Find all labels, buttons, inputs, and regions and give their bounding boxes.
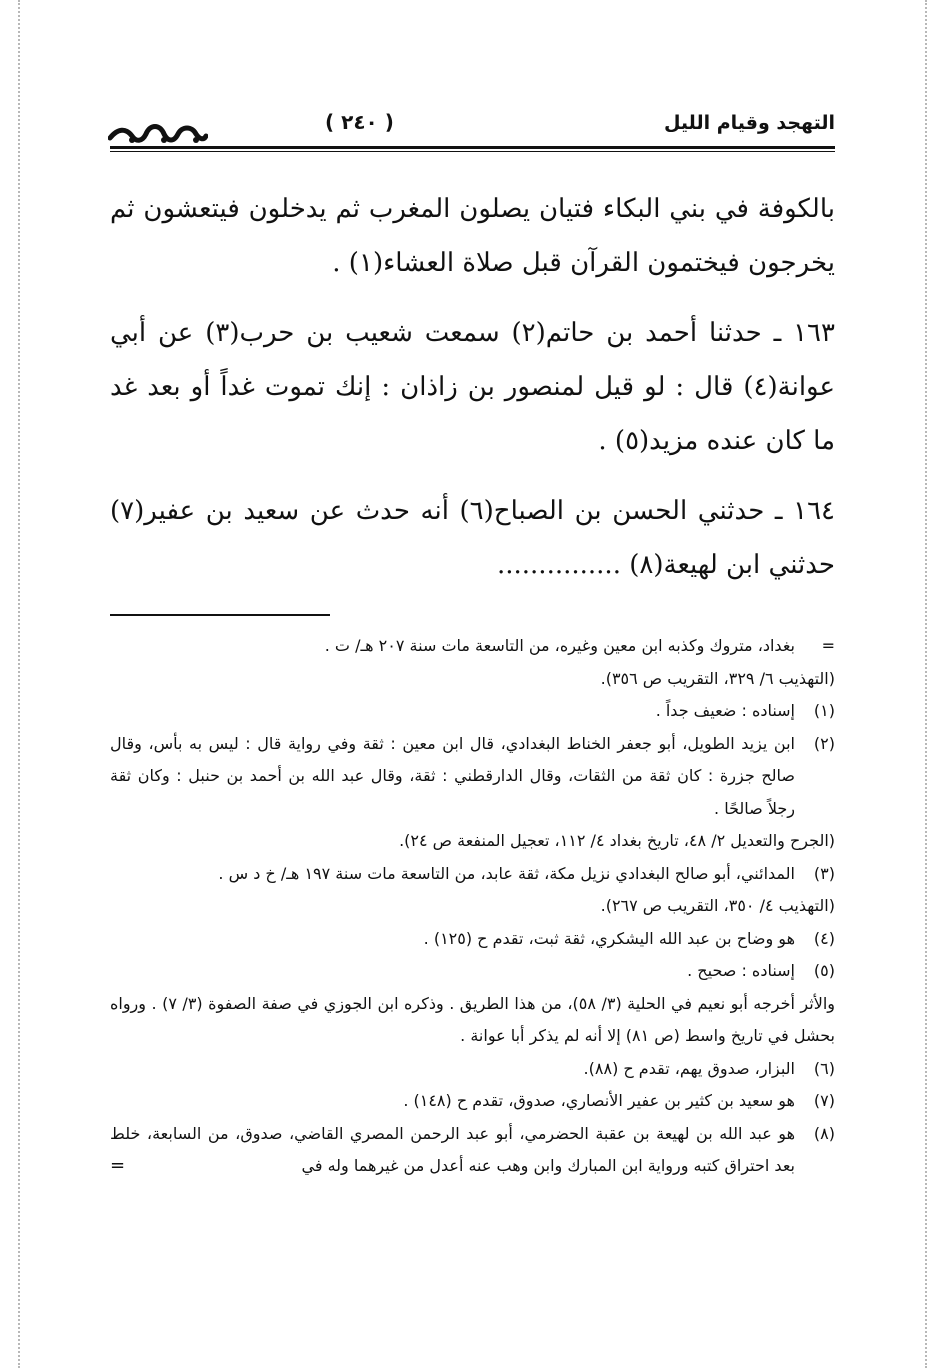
footnote-text: إسناده : صحيح . xyxy=(687,961,795,980)
scan-dotted-line-right xyxy=(925,0,927,1368)
footnote-5-extension: والأثر أخرجه أبو نعيم في الحلية (٣/ ٥٨)، من هذا الطريق . وذكره ابن الجوزي في صفة الصفوة (٣/ ٧) . ورواه بحشل في تاريخ واسط (ص ٨١) إلا أنه لم يذكر أبا عوانة . xyxy=(110,993,835,1045)
footnote-number: (٧) xyxy=(813,1091,835,1110)
footnote-8 xyxy=(110,1118,835,1183)
footnote-number: (٥) xyxy=(813,961,835,980)
footnote-text: هو عبد الله بن لهيعة بن عقبة الحضرمي، أبو عبد الرحمن المصري القاضي، صدوق، من السابعة، خلط بعد احتراق كتبه ورواية ابن المبارك وابن وهب عنه أعدل من غيرهما وله في xyxy=(110,1123,795,1175)
footnote-1 xyxy=(110,695,835,728)
footnote-number: (٦) xyxy=(813,1058,835,1078)
main-text xyxy=(110,182,835,592)
footnote-number: (١) xyxy=(813,701,835,720)
footnote-3-reference: (التهذيب ٤/ ٣٥٠، التقريب ص ٢٦٧). xyxy=(600,896,835,915)
continuation-marker: = xyxy=(110,1155,126,1176)
footnote-text: المدائني، أبو صالح البغدادي نزيل مكة، ثقة عابد، من التاسعة مات سنة ١٩٧ هـ/ خ د س . xyxy=(218,863,795,883)
footnote-text: ابن يزيد الطويل، أبو جعفر الخناط البغدادي، قال ابن معين : ثقة وفي رواية قال : ليس به بأس، وقال صالح جزرة : كان ثقة من الثقات، وقال الدارقطني : ثقة، وقال عبد الله بن أحمد بن حنبل : وكان ثقة رجلاً صالحًا . xyxy=(110,733,795,818)
footnote-number: (٢) xyxy=(813,733,835,753)
carryover-marker: = xyxy=(821,636,835,655)
footnote-text: هو وضاح بن عبد الله اليشكري، ثقة ثبت، تقدم ح (١٢٥) . xyxy=(423,928,795,948)
footnote-separator xyxy=(110,614,330,616)
footnote-text: البزار، صدوق يهم، تقدم ح (٨٨). xyxy=(583,1058,795,1078)
scan-dotted-line-left xyxy=(18,0,20,1368)
paragraph-continuation: بالكوفة في بني البكاء فتيان يصلون المغرب ثم يدخلون فيتعشون ثم يخرجون فيختمون القرآن قبل صلاة العشاء(١) . xyxy=(110,194,835,278)
footnote-2 xyxy=(110,728,835,826)
footnote-8-body xyxy=(110,1118,795,1183)
ellipsis-trail: ............... xyxy=(496,550,621,580)
footnote-3 xyxy=(110,858,835,891)
book-page xyxy=(110,100,835,1183)
page-header xyxy=(110,100,835,146)
footnote-4 xyxy=(110,923,835,956)
footnote-number: (٤) xyxy=(813,928,835,948)
footnote-number: (٨) xyxy=(813,1123,835,1143)
footnote-2-reference: (الجرح والتعديل ٢/ ٤٨، تاريخ بغداد ٤/ ١١٢، تعجيل المنفعة ص ٢٤). xyxy=(399,831,835,850)
paragraph-163: ١٦٣ ـ حدثنا أحمد بن حاتم(٢) سمعت شعيب بن حرب(٣) عن أبي عوانة(٤) قال : لو قيل لمنصور بن زاذان : إنك تموت غداً أو بعد غد ما كان عنده مزيد(٥) . xyxy=(110,318,835,456)
footnote-carryover xyxy=(110,630,835,663)
running-title: التهجد وقيام الليل xyxy=(663,112,835,134)
footnote-5 xyxy=(110,955,835,988)
carryover-line-1: بغداد، متروك وكذبه ابن معين وغيره، من التاسعة مات سنة ٢٠٧ هـ/ ت . xyxy=(324,636,795,655)
header-rule xyxy=(110,146,835,152)
footnote-6 xyxy=(110,1053,835,1086)
footnote-text: إسناده : ضعيف جداً . xyxy=(655,701,795,720)
carryover-line-2: (التهذيب ٦/ ٣٢٩، التقريب ص ٣٥٦). xyxy=(600,668,835,688)
paragraph-164-text: ١٦٤ ـ حدثني الحسن بن الصباح(٦) أنه حدث عن سعيد بن عفير(٧) حدثني ابن لهيعة(٨) xyxy=(110,496,836,580)
footnote-7 xyxy=(110,1085,835,1118)
page-number: ( ٢٤٠ ) xyxy=(325,110,394,134)
footnote-text: هو سعيد بن كثير بن عفير الأنصاري، صدوق، تقدم ح (١٤٨) . xyxy=(403,1091,795,1110)
paragraph-164 xyxy=(110,484,835,592)
footnote-number: (٣) xyxy=(813,863,835,883)
ornament-icon xyxy=(108,120,208,150)
footnotes xyxy=(110,630,835,1183)
